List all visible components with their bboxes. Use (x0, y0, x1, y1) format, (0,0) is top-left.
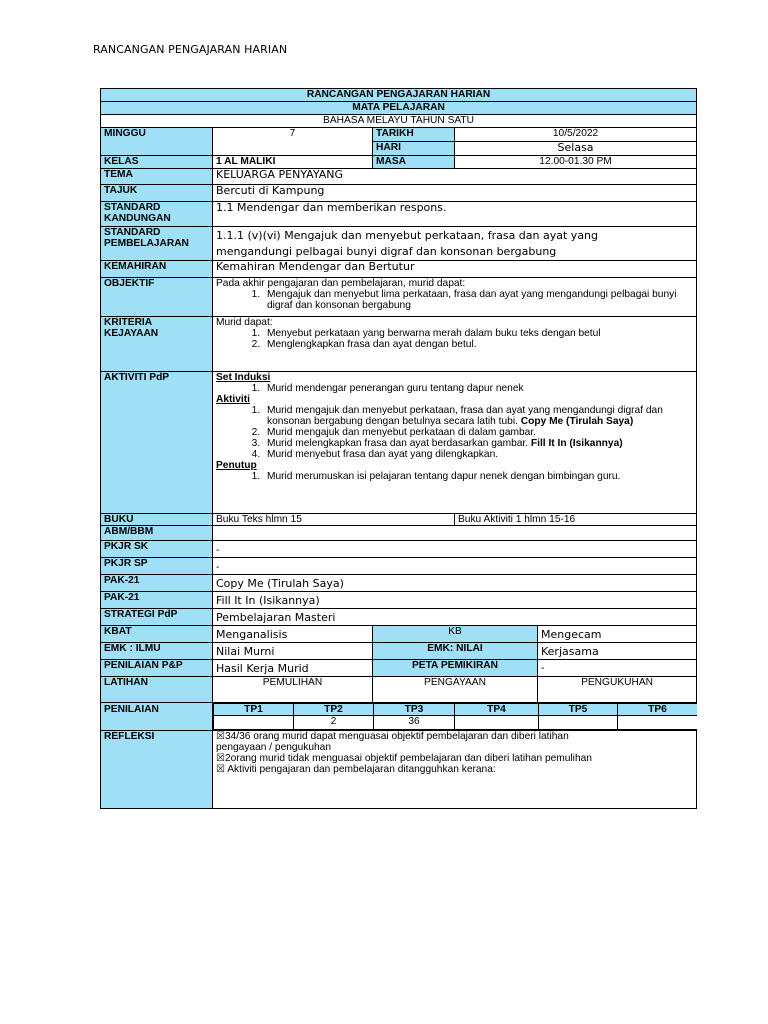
kriteria-label (101, 317, 213, 372)
refleksi-line-2-text: 2orang murid tidak menguasai objektif pembelajaran dan diberi latihan pemulihan (224, 753, 592, 764)
strategi-value: Pembelajaran Masteri (213, 609, 697, 626)
refleksi-row (101, 731, 697, 809)
pak21-value-2: Fill It In (Isikannya) (213, 592, 697, 609)
pkjr-sk-row (101, 541, 697, 558)
tp3-label: TP3 (374, 704, 455, 716)
refleksi-label: REFLEKSI (101, 731, 213, 809)
kriteria-content (213, 317, 697, 372)
pkjr-sk-label: PKJR SK (101, 541, 213, 558)
checkbox-icon[interactable]: ☒ (216, 753, 225, 764)
strategi-row (101, 609, 697, 626)
kriteria-item-1: 1. Menyebut perkataan yang berwarna merah dalam buku teks dengan betul (263, 328, 693, 339)
penilaian-grid-cell (213, 703, 697, 731)
tema-label: TEMA (101, 169, 213, 185)
tema-row (101, 169, 697, 185)
sp-line-1: 1.1.1 (v)(vi) Mengajuk dan menyebut perkataan, frasa dan ayat yang (216, 229, 599, 242)
aktiviti-item-1-bold: Copy Me (Tirulah Saya) (520, 416, 634, 427)
pkjr-sp-row (101, 558, 697, 575)
emk-row (101, 643, 697, 660)
penilaian-pp-row (101, 660, 697, 677)
refleksi-line-3 (216, 764, 693, 775)
kelas-row (101, 156, 697, 169)
tp-value-row (214, 716, 697, 730)
subject-label-row (101, 102, 697, 115)
tp4-value (455, 716, 539, 730)
abm-row (101, 526, 697, 541)
penilaian-pp-label: PENILAIAN P&P (101, 660, 213, 677)
penilaian-row (101, 703, 697, 731)
sp-label-2: PEMBELAJARAN (104, 238, 189, 249)
peta-pemikiran-value: - (538, 660, 697, 677)
standard-pembelajaran-row (101, 227, 697, 261)
tp3-value: 36 (374, 716, 455, 730)
document-title: RANCANGAN PENGAJARAN HARIAN (93, 43, 288, 56)
lesson-plan-table (100, 88, 697, 809)
minggu-value: 7 (213, 128, 373, 156)
subject-value: BAHASA MELAYU TAHUN SATU (101, 115, 697, 128)
masa-value: 12.00-01.30 PM (455, 156, 697, 169)
peta-pemikiran-label: PETA PEMIKIRAN (373, 660, 538, 677)
aktiviti-item-3 (263, 438, 693, 449)
checkbox-icon[interactable]: ☒ (216, 764, 225, 775)
refleksi-line-1 (216, 731, 693, 742)
aktiviti-row (101, 372, 697, 514)
kb-value: Mengecam (538, 626, 697, 643)
kriteria-label-1: KRITERIA (104, 317, 153, 328)
latihan-label: LATIHAN (101, 677, 213, 703)
hari-value: Selasa (455, 142, 697, 156)
tp1-label: TP1 (214, 704, 294, 716)
penutup-item-1: 1. Murid merumuskan isi pelajaran tentang dapur nenek dengan bimbingan guru. (263, 471, 693, 482)
tarikh-value: 10/5/2022 (455, 128, 697, 142)
aktiviti-item-1-text: Murid mengajuk dan menyebut perkataan, frasa dan ayat yang mengandungi digraf dan konsonan bergabung dengan betulnya secara latih tubi. (267, 405, 663, 427)
tp1-value (214, 716, 294, 730)
induksi-item-1: 1. Murid mendengar penerangan guru tentang dapur nenek (263, 383, 693, 394)
aktiviti-heading: Aktiviti (216, 394, 250, 405)
latihan-row (101, 677, 697, 703)
objektif-item-1: 1. Mengajuk dan menyebut lima perkataan, frasa dan ayat yang mengandungi pelbagai bunyi digraf dan konsonan bergabung (263, 289, 693, 311)
kemahiran-label: KEMAHIRAN (101, 261, 213, 278)
emk-ilmu-label: EMK : ILMU (101, 643, 213, 660)
tarikh-label: TARIKH (373, 128, 455, 142)
kemahiran-value: Kemahiran Mendengar dan Bertutur (213, 261, 697, 278)
aktiviti-item-1 (263, 405, 693, 427)
tp5-label: TP5 (539, 704, 618, 716)
objektif-label: OBJEKTIF (101, 278, 213, 317)
strategi-label: STRATEGI PdP (101, 609, 213, 626)
minggu-label: MINGGU (101, 128, 213, 156)
sk-label-1: STANDARD (104, 202, 161, 213)
pak21-label-1: PAK-21 (101, 575, 213, 592)
aktiviti-item-2: 2. Murid mengajuk dan menyebut perkataan di dalam gambar. (263, 427, 693, 438)
refleksi-line-3-text: Aktiviti pengajaran dan pembelajaran ditangguhkan kerana: (227, 764, 496, 775)
kriteria-item-2: 2. Menglengkapkan frasa dan ayat dengan betul. (263, 339, 693, 350)
tajuk-row (101, 185, 697, 202)
aktiviti-item-4: 4. Murid menyebut frasa dan ayat yang dilengkapkan. (263, 449, 693, 460)
refleksi-line-1-text: 34/36 orang murid dapat menguasai objektif pembelajaran dan diberi latihan (224, 731, 569, 742)
kelas-label: KELAS (101, 156, 213, 169)
buku-aktiviti: Buku Aktiviti 1 hlmn 15-16 (455, 514, 697, 526)
kb-label: KB (373, 626, 538, 643)
kbat-value: Menganalisis (213, 626, 373, 643)
penutup-heading: Penutup (216, 460, 257, 471)
sk-label-2: KANDUNGAN (104, 213, 171, 224)
pak21-value-1: Copy Me (Tirulah Saya) (213, 575, 697, 592)
objektif-intro: Pada akhir pengajaran dan pembelajaran, murid dapat: (216, 278, 466, 289)
kriteria-intro: Murid dapat: (216, 317, 273, 328)
latihan-pengukuhan: PENGUKUHAN (538, 677, 697, 703)
subject-label: MATA PELAJARAN (101, 102, 697, 115)
aktiviti-item-3-text: Murid melengkapkan frasa dan ayat berdasarkan gambar. (267, 438, 529, 449)
subject-row (101, 115, 697, 128)
masa-label: MASA (373, 156, 455, 169)
sp-label-1: STANDARD (104, 227, 161, 238)
penilaian-grid (213, 703, 697, 730)
pkjr-sk-value: - (213, 541, 697, 558)
sp-value (213, 227, 697, 261)
header-title: RANCANGAN PENGAJARAN HARIAN (101, 89, 697, 102)
sk-value: 1.1 Mendengar dan memberikan respons. (213, 202, 697, 227)
refleksi-content (213, 731, 697, 809)
buku-label: BUKU (101, 514, 213, 526)
pkjr-sp-value: - (213, 558, 697, 575)
emk-nilai-value: Kerjasama (538, 643, 697, 660)
minggu-row (101, 128, 697, 142)
objektif-content (213, 278, 697, 317)
set-induksi-heading: Set Induksi (216, 372, 271, 383)
aktiviti-label: AKTIVITI PdP (101, 372, 213, 514)
pkjr-sp-label: PKJR SP (101, 558, 213, 575)
latihan-pemulihan: PEMULIHAN (213, 677, 373, 703)
sp-label (101, 227, 213, 261)
refleksi-line-1b: pengayaan / pengukuhan (216, 742, 331, 753)
tema-value: KELUARGA PENYAYANG (213, 169, 697, 185)
penilaian-pp-value: Hasil Kerja Murid (213, 660, 373, 677)
emk-ilmu-value: Nilai Murni (213, 643, 373, 660)
title-row (101, 89, 697, 102)
kriteria-row (101, 317, 697, 372)
checkbox-icon[interactable]: ☒ (216, 731, 225, 742)
tp6-value (618, 716, 697, 730)
sk-label (101, 202, 213, 227)
kelas-value: 1 AL MALIKI (213, 156, 373, 169)
tajuk-label: TAJUK (101, 185, 213, 202)
abm-value (213, 526, 697, 541)
buku-teks: Buku Teks hlmn 15 (213, 514, 455, 526)
kriteria-label-2: KEJAYAAN (104, 328, 159, 339)
objektif-row (101, 278, 697, 317)
tp2-value: 2 (294, 716, 374, 730)
pak21-row-2 (101, 592, 697, 609)
refleksi-line-2 (216, 753, 693, 764)
tp-header-row (214, 704, 697, 716)
standard-kandungan-row (101, 202, 697, 227)
sp-line-2: mengandungi pelbagai bunyi digraf dan konsonan bergabung (216, 245, 557, 258)
kbat-row (101, 626, 697, 643)
tp2-label: TP2 (294, 704, 374, 716)
aktiviti-content (213, 372, 697, 514)
tp6-label: TP6 (618, 704, 697, 716)
abm-label: ABM/BBM (101, 526, 213, 541)
emk-nilai-label: EMK: NILAI (373, 643, 538, 660)
aktiviti-item-3-bold: Fill It In (Isikannya) (530, 438, 623, 449)
penilaian-label: PENILAIAN (101, 703, 213, 731)
kbat-label: KBAT (101, 626, 213, 643)
tajuk-value: Bercuti di Kampung (213, 185, 697, 202)
latihan-pengayaan: PENGAYAAN (373, 677, 538, 703)
kemahiran-row (101, 261, 697, 278)
pak21-label-2: PAK-21 (101, 592, 213, 609)
tp4-label: TP4 (455, 704, 539, 716)
tp5-value (539, 716, 618, 730)
pak21-row-1 (101, 575, 697, 592)
hari-label: HARI (373, 142, 455, 156)
buku-row (101, 514, 697, 526)
